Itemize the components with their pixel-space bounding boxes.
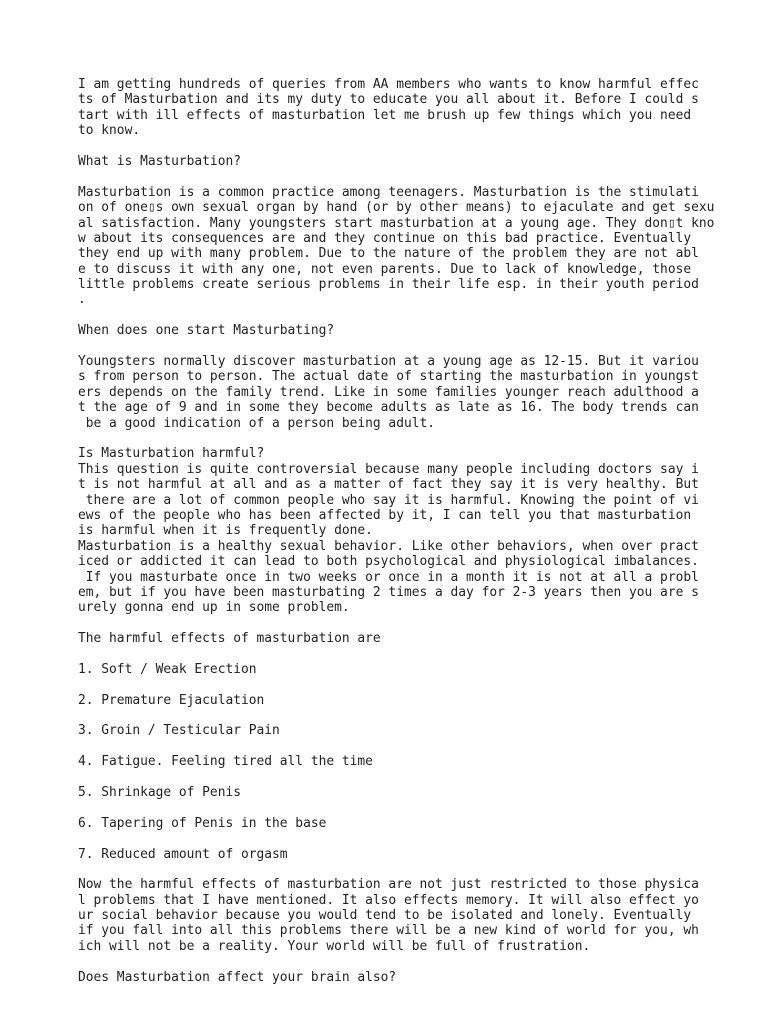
document-line: al satisfaction. Many youngsters start masturbation at a young age. They don▯t kno <box>78 215 715 231</box>
document-line: Does Masturbation affect your brain also? <box>78 969 397 985</box>
document-line: they end up with many problem. Due to the nature of the problem they are not abl <box>78 246 699 262</box>
document-line: Youngsters normally discover masturbation at a young age as 12-15. But it variou <box>78 354 699 370</box>
document-line: Masturbation is a healthy sexual behavior. Like other behaviors, when over pract <box>78 538 699 554</box>
document-line: ich will not be a reality. Your world will be full of frustration. <box>78 938 591 954</box>
document-line <box>78 139 758 154</box>
document-line <box>78 954 758 969</box>
document-line: . <box>78 292 86 308</box>
document-line: be a good indication of a person being adult. <box>78 415 435 431</box>
document-line: When does one start Masturbating? <box>78 323 335 339</box>
document-line: This question is quite controversial because many people including doctors say i <box>78 461 699 477</box>
document-line: 6. Tapering of Penis in the base <box>78 815 327 831</box>
document-line: ers depends on the family trend. Like in some families younger reach adulthood a <box>78 384 699 400</box>
document-line: 3. Groin / Testicular Pain <box>78 723 280 739</box>
document-line: e to discuss it with any one, not even parents. Due to lack of knowledge, those <box>78 261 692 277</box>
document-line <box>78 646 758 661</box>
document-line: to know. <box>78 123 141 139</box>
document-line: em, but if you have been masturbating 2 times a day for 2-3 years then you are s <box>78 584 699 600</box>
document-line: tart with ill effects of masturbation let me brush up few things which you need <box>78 107 692 123</box>
document-line: Now the harmful effects of masturbation are not just restricted to those physica <box>78 877 699 893</box>
document-line: ur social behavior because you would tend to be isolated and lonely. Eventually <box>78 908 692 924</box>
document-line: if you fall into all this problems there will be a new kind of world for you, wh <box>78 923 699 939</box>
document-line: 5. Shrinkage of Penis <box>78 784 241 800</box>
document-line: 1. Soft / Weak Erection <box>78 661 257 677</box>
document-line: is harmful when it is frequently done. <box>78 523 373 539</box>
document-line <box>78 862 758 877</box>
document-line: The harmful effects of masturbation are <box>78 631 381 647</box>
document-line: If you masturbate once in two weeks or once in a month it is not at all a probl <box>78 569 699 585</box>
document-line <box>78 708 758 723</box>
document-line <box>78 431 758 446</box>
document-line: urely gonna end up in some problem. <box>78 600 350 616</box>
document-line: ews of the people who has been affected by it, I can tell you that masturbation <box>78 507 692 523</box>
document-body <box>78 77 758 985</box>
document-line: What is Masturbation? <box>78 153 241 169</box>
document-line: 4. Fatigue. Feeling tired all the time <box>78 754 373 770</box>
document-line: w about its consequences are and they continue on this bad practice. Eventually <box>78 230 692 246</box>
document-line: 7. Reduced amount of orgasm <box>78 846 288 862</box>
document-line <box>78 308 758 323</box>
document-line: little problems create serious problems in their life esp. in their youth period <box>78 277 699 293</box>
document-line: ts of Masturbation and its my duty to educate you all about it. Before I could s <box>78 92 699 108</box>
document-line: there are a lot of common people who say it is harmful. Knowing the point of vi <box>78 492 699 508</box>
document-line <box>78 739 758 754</box>
document-line: t the age of 9 and in some they become adults as late as 16. The body trends can <box>78 400 699 416</box>
document-line <box>78 339 758 354</box>
document-line: l problems that I have mentioned. It also effects memory. It will also effect yo <box>78 892 699 908</box>
document-line <box>78 169 758 184</box>
document-line <box>78 800 758 815</box>
document-line: 2. Premature Ejaculation <box>78 692 265 708</box>
document-line <box>78 831 758 846</box>
document-line: Is Masturbation harmful? <box>78 446 265 462</box>
document-line: s from person to person. The actual date of starting the masturbation in youngst <box>78 369 699 385</box>
document-line <box>78 770 758 785</box>
document-line <box>78 677 758 692</box>
document-line: on of one▯s own sexual organ by hand (or by other means) to ejaculate and get sexu <box>78 200 715 216</box>
document-line: iced or addicted it can lead to both psychological and physiological imbalances. <box>78 554 699 570</box>
document-line: t is not harmful at all and as a matter of fact they say it is very healthy. But <box>78 477 699 493</box>
document-line <box>78 616 758 631</box>
document-line: I am getting hundreds of queries from AA members who wants to know harmful effec <box>78 77 699 92</box>
document-line: Masturbation is a common practice among teenagers. Masturbation is the stimulati <box>78 184 699 200</box>
